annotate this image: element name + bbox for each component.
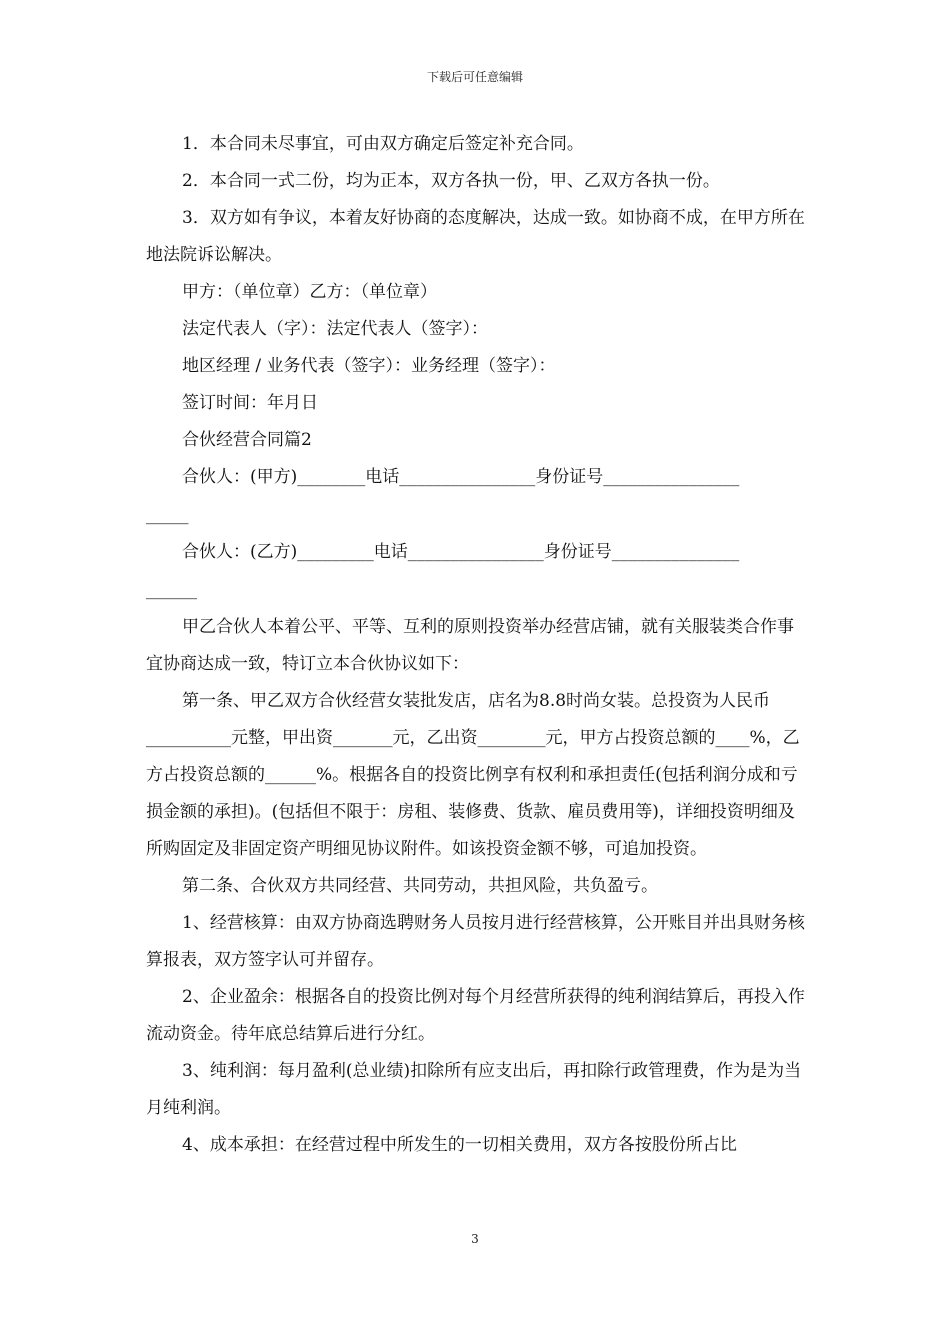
page-header: 下载后可任意编辑 [426, 70, 523, 84]
clause-paragraph: 1．本合同未尽事宜，可由双方确定后签定补充合同。 [182, 134, 584, 154]
article-two-item: 4、成本承担：在经营过程中所发生的一切相关费用，双方各按股份所占比 [182, 1135, 737, 1155]
partner-a-line-continued: _____ [146, 505, 189, 525]
section-title: 合伙经营合同篇2 [182, 430, 312, 450]
sign-date-line: 签订时间：年月日 [182, 393, 318, 413]
clause-paragraph: 3．双方如有争议，本着友好协商的态度解决，达成一致。如协商不成，在甲方所在地法院诉讼解决。 [146, 208, 805, 265]
clause-paragraph: 2．本合同一式二份，均为正本，双方各执一份，甲、乙双方各执一份。 [182, 171, 720, 191]
partner-b-line: 合伙人：(乙方)_________电话________________身份证号_______________ [182, 542, 740, 562]
partner-a-line: 合伙人：(甲方)________电话________________身份证号________________ [182, 467, 740, 487]
article-one: 第一条、甲乙双方合伙经营女装批发店，店名为8.8时尚女装。总投资为人民币__________元整，甲出资_______元，乙出资________元，甲方占投资总额的____%，乙方占投资总额的______%。根据各自的投资比例享有权利和承担责任(包括利润分成和亏损金额的承担)。(包括但不限于：房租、装修费、货款、雇员费用等)，详细投资明细及所购固定及非固定资产明细见协议附件。如该投资金额不够，可追加投资。 [146, 691, 800, 859]
signature-line: 地区经理 / 业务代表（签字）：业务经理（签字）： [182, 356, 556, 376]
partner-b-line-continued: ______ [146, 580, 197, 600]
signature-line: 甲方：（单位章）乙方：（单位章） [182, 282, 437, 302]
page-number: 3 [471, 1232, 479, 1246]
document-body [146, 126, 810, 1164]
article-two: 第二条、合伙双方共同经营、共同劳动，共担风险，共负盈亏。 [182, 876, 658, 896]
article-two-item: 2、企业盈余：根据各自的投资比例对每个月经营所获得的纯利润结算后，再投入作流动资金。待年底总结算后进行分红。 [146, 987, 805, 1044]
agreement-intro: 甲乙合伙人本着公平、平等、互利的原则投资举办经营店铺，就有关服装类合作事宜协商达成一致，特订立本合伙协议如下： [146, 617, 794, 674]
article-two-item: 3、纯利润：每月盈利(总业绩)扣除所有应支出后，再扣除行政管理费，作为是为当月纯利润。 [146, 1061, 802, 1118]
signature-line: 法定代表人（字）：法定代表人（签字）： [182, 319, 488, 339]
article-two-item: 1、经营核算：由双方协商选聘财务人员按月进行经营核算，公开账目并出具财务核算报表，双方签字认可并留存。 [146, 913, 805, 970]
